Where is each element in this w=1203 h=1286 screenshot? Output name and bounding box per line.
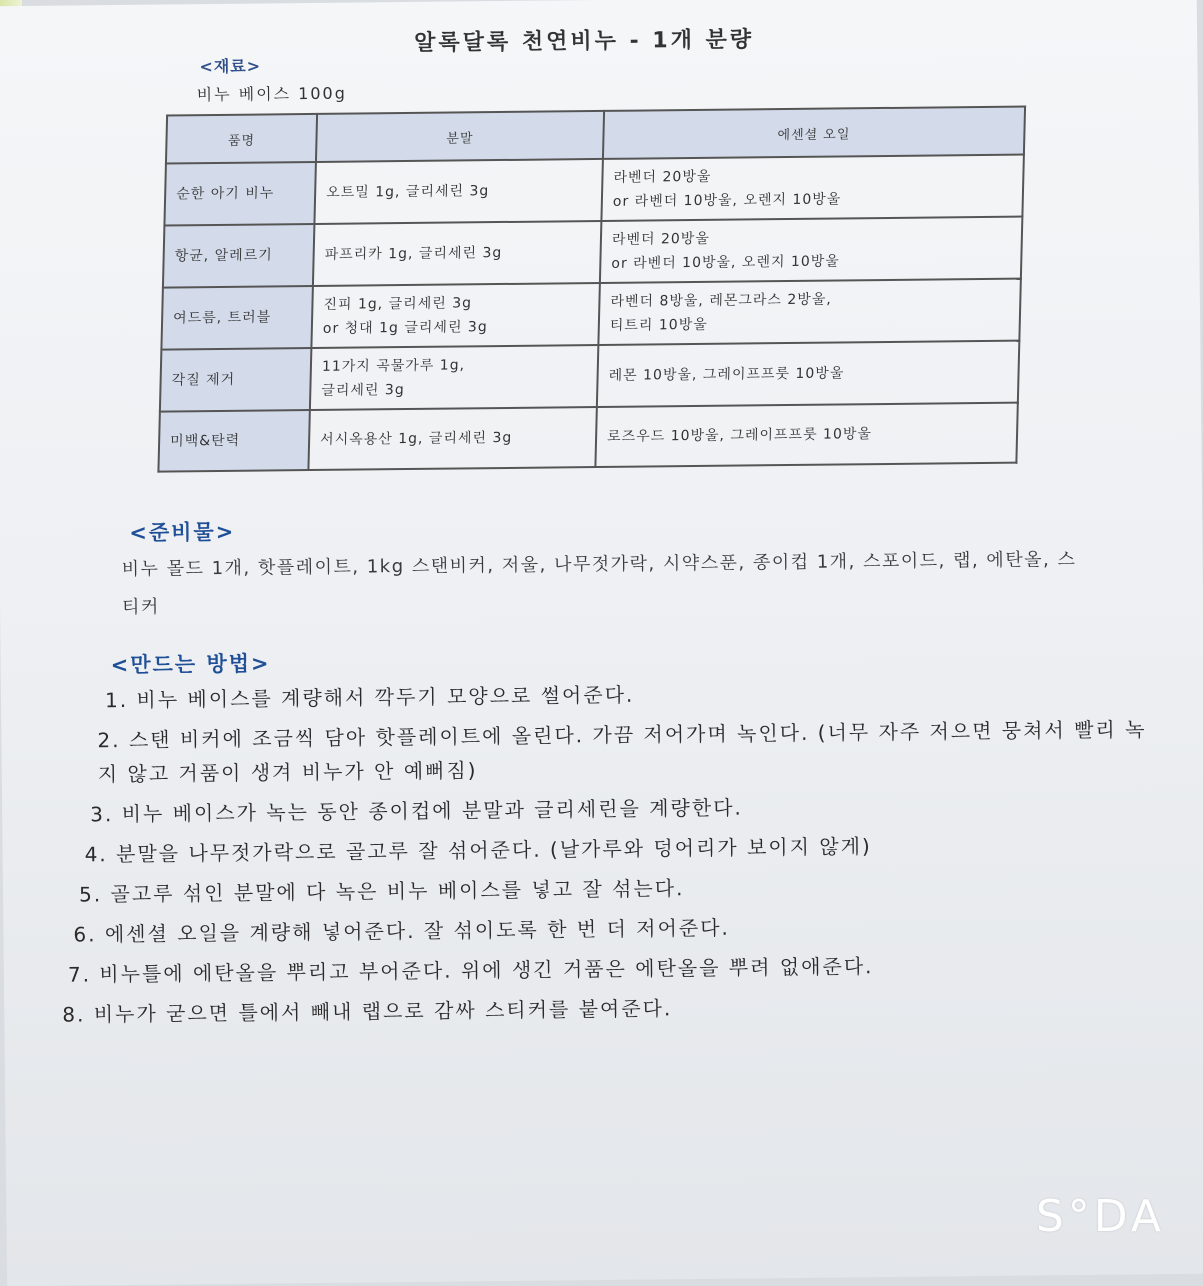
- soap-name-cell: 미백&탄력: [158, 410, 309, 472]
- powder-cell: 오트밀 1g, 글리세린 3g: [314, 159, 602, 224]
- method-step: 2. 스탠 비커에 조금씩 담아 핫플레이트에 올린다. 가끔 저어가며 녹인다. (너무 자주 저으면 뭉쳐서 빨리 녹지 않고 거품이 생겨 비누가 안 예뻐짐): [97, 717, 1147, 787]
- oil-cell: 레몬 10방울, 그레이프프룻 10방울: [597, 341, 1019, 407]
- soap-base-amount: 비누 베이스 100g: [196, 83, 347, 105]
- column-header-oil: 에센셜 오일: [603, 107, 1025, 159]
- oil-cell: 라벤더 20방울 or 라벤더 10방울, 오렌지 10방울: [601, 155, 1023, 221]
- soap-name-cell: 순한 아기 비누: [164, 162, 316, 226]
- soap-name-cell: 각질 제거: [160, 348, 312, 412]
- document-title: 알록달록 천연비누 - 1개 분량: [414, 27, 755, 56]
- table-row: [161, 279, 1020, 350]
- column-header-powder: 분말: [316, 111, 604, 162]
- method-step: 6. 에센셜 오일을 계량해 넣어준다. 잘 섞이도록 한 번 더 저어준다.: [73, 915, 730, 947]
- table-row: [158, 403, 1017, 472]
- method-steps: [61, 673, 1147, 1038]
- method-step: 3. 비누 베이스가 녹는 동안 종이컵에 분말과 글리세린을 계량한다.: [90, 795, 743, 827]
- oil-cell: 로즈우드 10방울, 그레이프프룻 10방울: [595, 403, 1017, 467]
- powder-cell: 진피 1g, 글리세린 3g or 청대 1g 글리세린 3g: [311, 283, 600, 348]
- powder-cell: 11가지 곡물가루 1g, 글리세린 3g: [310, 345, 598, 410]
- method-step: 8. 비누가 굳으면 틀에서 빼내 랩으로 감싸 스티커를 붙여준다.: [62, 996, 673, 1027]
- materials-table: [157, 106, 1026, 473]
- table-row: [163, 217, 1022, 288]
- method-step: 5. 골고루 섞인 분말에 다 녹은 비누 베이스를 넣고 잘 섞는다.: [78, 876, 685, 907]
- column-header-name: 품명: [166, 114, 317, 164]
- method-heading: <만드는 방법>: [110, 651, 271, 678]
- soap-name-cell: 여드름, 트러블: [161, 286, 313, 350]
- table-row: [160, 341, 1019, 412]
- materials-heading: <재료>: [199, 56, 262, 77]
- method-step: 4. 분말을 나무젓가락으로 골고루 잘 섞어준다. (날가루와 덩어리가 보이지 않게): [84, 834, 872, 867]
- preparation-list: 비누 몰드 1개, 핫플레이트, 1kg 스탠비커, 저울, 나무젓가락, 시약스푼, 종이컵 1개, 스포이드, 랩, 에탄올, 스티커: [121, 549, 1077, 619]
- method-step: 7. 비누틀에 에탄올을 뿌리고 부어준다. 위에 생긴 거품은 에탄올을 뿌려 없애준다.: [67, 954, 874, 987]
- oil-cell: 라벤더 8방울, 레몬그라스 2방울, 티트리 10방울: [598, 279, 1020, 345]
- soap-name-cell: 항균, 알레르기: [163, 224, 315, 288]
- powder-cell: 파프리카 1g, 글리세린 3g: [313, 221, 601, 286]
- soda-watermark-logo: S°DA: [1035, 1191, 1165, 1242]
- table-row: [164, 155, 1023, 226]
- preparation-heading: <준비물>: [129, 519, 236, 545]
- powder-cell: 서시옥용산 1g, 글리세린 3g: [308, 407, 596, 470]
- oil-cell: 라벤더 20방울 or 라벤더 10방울, 오렌지 10방울: [600, 217, 1022, 283]
- method-step: 1. 비누 베이스를 계량해서 깍두기 모양으로 썰어준다.: [104, 682, 635, 713]
